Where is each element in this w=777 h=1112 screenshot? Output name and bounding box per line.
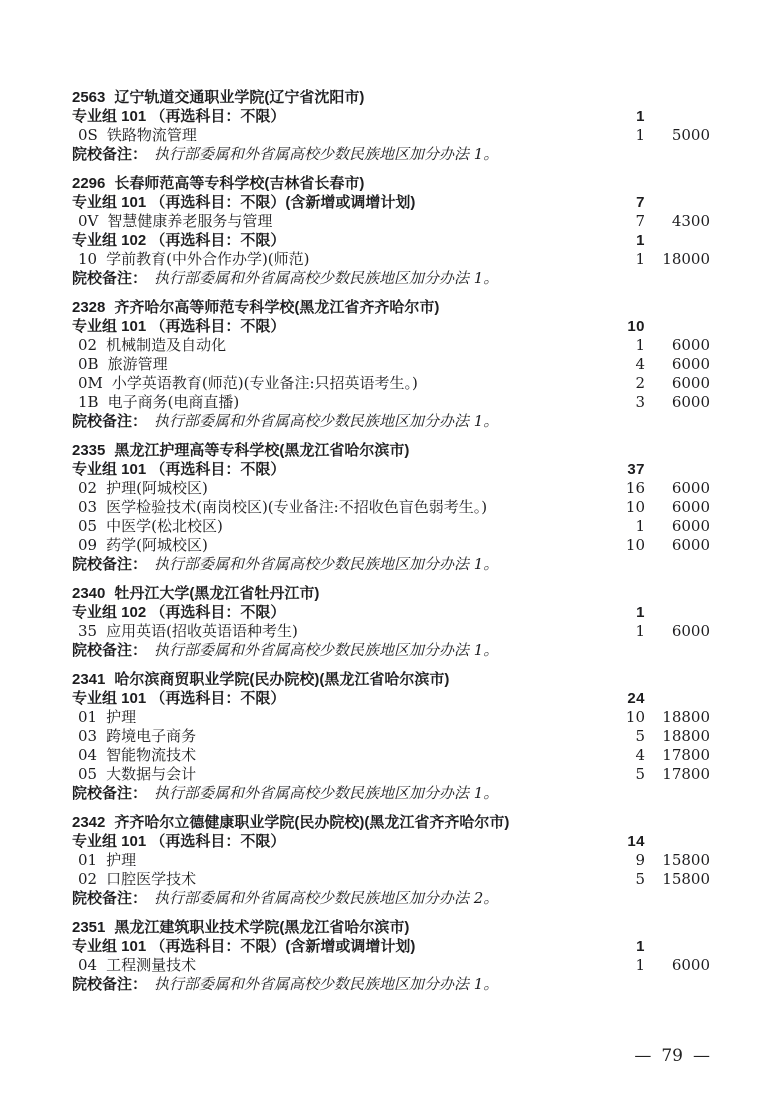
institution-block bbox=[72, 441, 710, 574]
major-label bbox=[72, 727, 605, 746]
major-code: 02 bbox=[78, 336, 98, 354]
major-group-label: 专业组 101 （再选科目：不限）(含新增或调增计划) bbox=[72, 194, 416, 211]
institution-header-row bbox=[72, 813, 710, 832]
institution-block bbox=[72, 174, 710, 288]
page-number bbox=[634, 1046, 710, 1066]
remark-text: 执行部委属和外省属高校少数民族地区加分办法 1。 bbox=[154, 784, 499, 802]
group-plan-count: 1 bbox=[636, 108, 645, 125]
institution-remark-row bbox=[72, 975, 710, 994]
page-number-dash-right: — bbox=[693, 1046, 710, 1066]
major-fee: 17800 bbox=[662, 746, 710, 764]
remark-label: 院校备注： bbox=[72, 556, 148, 573]
remark-text: 执行部委属和外省属高校少数民族地区加分办法 1。 bbox=[154, 412, 499, 430]
major-name: 药学(阿城校区) bbox=[106, 536, 208, 554]
major-row bbox=[72, 479, 710, 498]
major-fee: 15800 bbox=[662, 870, 710, 888]
major-group-row bbox=[72, 193, 710, 212]
major-name: 小学英语教育(师范)(专业备注:只招英语考生。) bbox=[111, 374, 418, 392]
major-plan-count: 10 bbox=[625, 708, 645, 726]
institution-header-row bbox=[72, 918, 710, 937]
major-fee: 6000 bbox=[671, 479, 710, 497]
institution-name: 哈尔滨商贸职业学院(民办院校)(黑龙江省哈尔滨市) bbox=[114, 671, 450, 688]
institution-code: 2341 bbox=[72, 671, 106, 688]
institution-remark-row bbox=[72, 641, 710, 660]
institution-block bbox=[72, 918, 710, 994]
major-code: 05 bbox=[78, 765, 98, 783]
major-code: 0M bbox=[78, 374, 103, 392]
institution-block bbox=[72, 813, 710, 908]
institution-header-row bbox=[72, 441, 710, 460]
major-name: 护理(阿城校区) bbox=[106, 479, 208, 497]
major-row bbox=[72, 765, 710, 784]
major-plan-count: 1 bbox=[635, 250, 645, 268]
major-plan-count: 10 bbox=[625, 536, 645, 554]
major-row bbox=[72, 498, 710, 517]
major-name: 中医学(松北校区) bbox=[106, 517, 223, 535]
institution-name: 黑龙江建筑职业技术学院(黑龙江省哈尔滨市) bbox=[114, 919, 410, 936]
major-name: 跨境电子商务 bbox=[106, 727, 197, 745]
group-plan-count: 14 bbox=[627, 833, 645, 850]
institution-remark-row bbox=[72, 145, 710, 164]
page-number-dash-left: — bbox=[634, 1046, 652, 1066]
major-row bbox=[72, 622, 710, 641]
institution-header-row bbox=[72, 584, 710, 603]
major-row bbox=[72, 956, 710, 975]
major-code: 0S bbox=[78, 126, 98, 144]
major-label bbox=[72, 536, 605, 555]
major-name: 学前教育(中外合作办学)(师范) bbox=[106, 250, 310, 268]
major-plan-count: 1 bbox=[635, 956, 645, 974]
major-label bbox=[72, 250, 605, 269]
major-group-row bbox=[72, 832, 710, 851]
major-fee: 5000 bbox=[671, 126, 710, 144]
major-name: 护理 bbox=[106, 708, 137, 726]
group-plan-count: 1 bbox=[636, 604, 645, 621]
major-fee: 6000 bbox=[671, 393, 710, 411]
major-label bbox=[72, 393, 605, 412]
major-group-row bbox=[72, 231, 710, 250]
institution-remark-row bbox=[72, 412, 710, 431]
major-name: 旅游管理 bbox=[107, 355, 168, 373]
major-row bbox=[72, 126, 710, 145]
major-group-row bbox=[72, 937, 710, 956]
major-fee: 18800 bbox=[662, 727, 710, 745]
institution-code: 2335 bbox=[72, 442, 106, 459]
remark-label: 院校备注： bbox=[72, 642, 148, 659]
major-row bbox=[72, 851, 710, 870]
major-label bbox=[72, 765, 605, 784]
remark-label: 院校备注： bbox=[72, 413, 148, 430]
institution-header bbox=[72, 670, 710, 689]
institution-header bbox=[72, 918, 710, 937]
major-plan-count: 1 bbox=[635, 126, 645, 144]
major-label bbox=[72, 498, 605, 517]
remark-text: 执行部委属和外省属高校少数民族地区加分办法 1。 bbox=[154, 145, 499, 163]
group-plan-count: 10 bbox=[627, 318, 645, 335]
institution-remark-row bbox=[72, 784, 710, 803]
remark-text: 执行部委属和外省属高校少数民族地区加分办法 1。 bbox=[154, 641, 499, 659]
major-code: 04 bbox=[78, 746, 98, 764]
major-plan-count: 5 bbox=[635, 727, 645, 745]
major-row bbox=[72, 212, 710, 231]
major-code: 01 bbox=[78, 851, 98, 869]
institution-remark-row bbox=[72, 889, 710, 908]
major-fee: 6000 bbox=[671, 622, 710, 640]
major-fee: 6000 bbox=[671, 517, 710, 535]
major-plan-count: 1 bbox=[635, 336, 645, 354]
major-plan-count: 3 bbox=[635, 393, 645, 411]
major-row bbox=[72, 708, 710, 727]
major-code: 10 bbox=[78, 250, 98, 268]
major-group-label: 专业组 102 （再选科目：不限） bbox=[72, 232, 286, 249]
major-plan-count: 4 bbox=[635, 746, 645, 764]
major-row bbox=[72, 250, 710, 269]
remark-label: 院校备注： bbox=[72, 890, 148, 907]
major-name: 电子商务(电商直播) bbox=[107, 393, 240, 411]
major-row bbox=[72, 517, 710, 536]
major-fee: 4300 bbox=[671, 212, 710, 230]
major-group-label: 专业组 101 （再选科目：不限） bbox=[72, 461, 286, 478]
major-plan-count: 16 bbox=[625, 479, 645, 497]
major-label bbox=[72, 212, 605, 231]
major-label bbox=[72, 126, 605, 145]
major-name: 口腔医学技术 bbox=[106, 870, 197, 888]
group-plan-count: 7 bbox=[636, 194, 645, 211]
major-name: 机械制造及自动化 bbox=[106, 336, 227, 354]
major-code: 05 bbox=[78, 517, 98, 535]
institution-name: 长春师范高等专科学校(吉林省长春市) bbox=[114, 175, 365, 192]
major-name: 医学检验技术(南岗校区)(专业备注:不招收色盲色弱考生。) bbox=[106, 498, 488, 516]
major-row bbox=[72, 374, 710, 393]
institution-header bbox=[72, 441, 710, 460]
major-name: 铁路物流管理 bbox=[106, 126, 197, 144]
major-label bbox=[72, 870, 605, 889]
group-plan-count: 1 bbox=[636, 232, 645, 249]
institution-code: 2342 bbox=[72, 814, 106, 831]
major-label bbox=[72, 622, 605, 641]
institution-name: 黑龙江护理高等专科学校(黑龙江省哈尔滨市) bbox=[114, 442, 410, 459]
major-plan-count: 5 bbox=[635, 870, 645, 888]
institution-name: 牡丹江大学(黑龙江省牡丹江市) bbox=[114, 585, 320, 602]
major-code: 02 bbox=[78, 870, 98, 888]
remark-text: 执行部委属和外省属高校少数民族地区加分办法 2。 bbox=[154, 889, 499, 907]
major-fee: 6000 bbox=[671, 536, 710, 554]
institution-block bbox=[72, 88, 710, 164]
institution-code: 2328 bbox=[72, 299, 106, 316]
major-fee: 17800 bbox=[662, 765, 710, 783]
major-plan-count: 9 bbox=[635, 851, 645, 869]
major-plan-count: 7 bbox=[635, 212, 645, 230]
major-plan-count: 1 bbox=[635, 517, 645, 535]
remark-text: 执行部委属和外省属高校少数民族地区加分办法 1。 bbox=[154, 269, 499, 287]
remark-text: 执行部委属和外省属高校少数民族地区加分办法 1。 bbox=[154, 975, 499, 993]
major-label bbox=[72, 336, 605, 355]
major-fee: 6000 bbox=[671, 956, 710, 974]
major-code: 03 bbox=[78, 498, 98, 516]
institution-header-row bbox=[72, 670, 710, 689]
major-group-row bbox=[72, 460, 710, 479]
major-code: 0V bbox=[78, 212, 99, 230]
major-label bbox=[72, 851, 605, 870]
major-code: 01 bbox=[78, 708, 98, 726]
major-group-row bbox=[72, 689, 710, 708]
institution-name: 齐齐哈尔高等师范专科学校(黑龙江省齐齐哈尔市) bbox=[114, 299, 440, 316]
major-label bbox=[72, 746, 605, 765]
major-plan-count: 5 bbox=[635, 765, 645, 783]
group-plan-count: 1 bbox=[636, 938, 645, 955]
institution-remark-row bbox=[72, 269, 710, 288]
major-plan-count: 10 bbox=[625, 498, 645, 516]
group-plan-count: 24 bbox=[627, 690, 645, 707]
major-row bbox=[72, 870, 710, 889]
major-code: 1B bbox=[78, 393, 99, 411]
institution-code: 2563 bbox=[72, 89, 106, 106]
page-number-value: 79 bbox=[661, 1046, 683, 1066]
major-plan-count: 2 bbox=[635, 374, 645, 392]
major-group-label: 专业组 101 （再选科目：不限） bbox=[72, 318, 286, 335]
major-row bbox=[72, 536, 710, 555]
major-label bbox=[72, 708, 605, 727]
remark-label: 院校备注： bbox=[72, 785, 148, 802]
institution-code: 2296 bbox=[72, 175, 106, 192]
major-fee: 6000 bbox=[671, 374, 710, 392]
major-fee: 15800 bbox=[662, 851, 710, 869]
major-plan-count: 4 bbox=[635, 355, 645, 373]
major-name: 工程测量技术 bbox=[106, 956, 197, 974]
remark-label: 院校备注： bbox=[72, 146, 148, 163]
major-code: 03 bbox=[78, 727, 98, 745]
admission-plan-list bbox=[72, 88, 710, 1004]
institution-code: 2340 bbox=[72, 585, 106, 602]
major-label bbox=[72, 956, 605, 975]
major-name: 大数据与会计 bbox=[106, 765, 197, 783]
major-label bbox=[72, 517, 605, 536]
major-row bbox=[72, 355, 710, 374]
major-name: 护理 bbox=[106, 851, 137, 869]
institution-remark-row bbox=[72, 555, 710, 574]
major-code: 02 bbox=[78, 479, 98, 497]
major-group-label: 专业组 101 （再选科目：不限） bbox=[72, 833, 286, 850]
major-group-label: 专业组 101 （再选科目：不限）(含新增或调增计划) bbox=[72, 938, 416, 955]
major-group-row bbox=[72, 317, 710, 336]
institution-header bbox=[72, 298, 710, 317]
major-fee: 6000 bbox=[671, 355, 710, 373]
major-plan-count: 1 bbox=[635, 622, 645, 640]
institution-code: 2351 bbox=[72, 919, 106, 936]
institution-block bbox=[72, 584, 710, 660]
major-group-label: 专业组 101 （再选科目：不限） bbox=[72, 690, 286, 707]
major-fee: 6000 bbox=[671, 336, 710, 354]
major-name: 智能物流技术 bbox=[106, 746, 197, 764]
major-row bbox=[72, 727, 710, 746]
institution-name: 齐齐哈尔立德健康职业学院(民办院校)(黑龙江省齐齐哈尔市) bbox=[114, 814, 510, 831]
major-row bbox=[72, 393, 710, 412]
remark-text: 执行部委属和外省属高校少数民族地区加分办法 1。 bbox=[154, 555, 499, 573]
major-row bbox=[72, 746, 710, 765]
major-code: 0B bbox=[78, 355, 99, 373]
institution-header-row bbox=[72, 298, 710, 317]
major-name: 应用英语(招收英语语种考生) bbox=[106, 622, 298, 640]
institution-header bbox=[72, 584, 710, 603]
major-code: 35 bbox=[78, 622, 98, 640]
institution-header bbox=[72, 813, 710, 832]
major-label bbox=[72, 479, 605, 498]
remark-label: 院校备注： bbox=[72, 976, 148, 993]
major-fee: 18000 bbox=[662, 250, 710, 268]
institution-header bbox=[72, 88, 710, 107]
institution-header-row bbox=[72, 88, 710, 107]
institution-name: 辽宁轨道交通职业学院(辽宁省沈阳市) bbox=[114, 89, 365, 106]
institution-header bbox=[72, 174, 710, 193]
major-fee: 18800 bbox=[662, 708, 710, 726]
major-fee: 6000 bbox=[671, 498, 710, 516]
major-label bbox=[72, 355, 605, 374]
major-label bbox=[72, 374, 605, 393]
remark-label: 院校备注： bbox=[72, 270, 148, 287]
major-group-label: 专业组 102 （再选科目：不限） bbox=[72, 604, 286, 621]
major-group-label: 专业组 101 （再选科目：不限） bbox=[72, 108, 286, 125]
group-plan-count: 37 bbox=[627, 461, 645, 478]
major-name: 智慧健康养老服务与管理 bbox=[107, 212, 273, 230]
major-code: 04 bbox=[78, 956, 98, 974]
major-group-row bbox=[72, 603, 710, 622]
major-group-row bbox=[72, 107, 710, 126]
institution-header-row bbox=[72, 174, 710, 193]
major-code: 09 bbox=[78, 536, 98, 554]
major-row bbox=[72, 336, 710, 355]
institution-block bbox=[72, 670, 710, 803]
institution-block bbox=[72, 298, 710, 431]
